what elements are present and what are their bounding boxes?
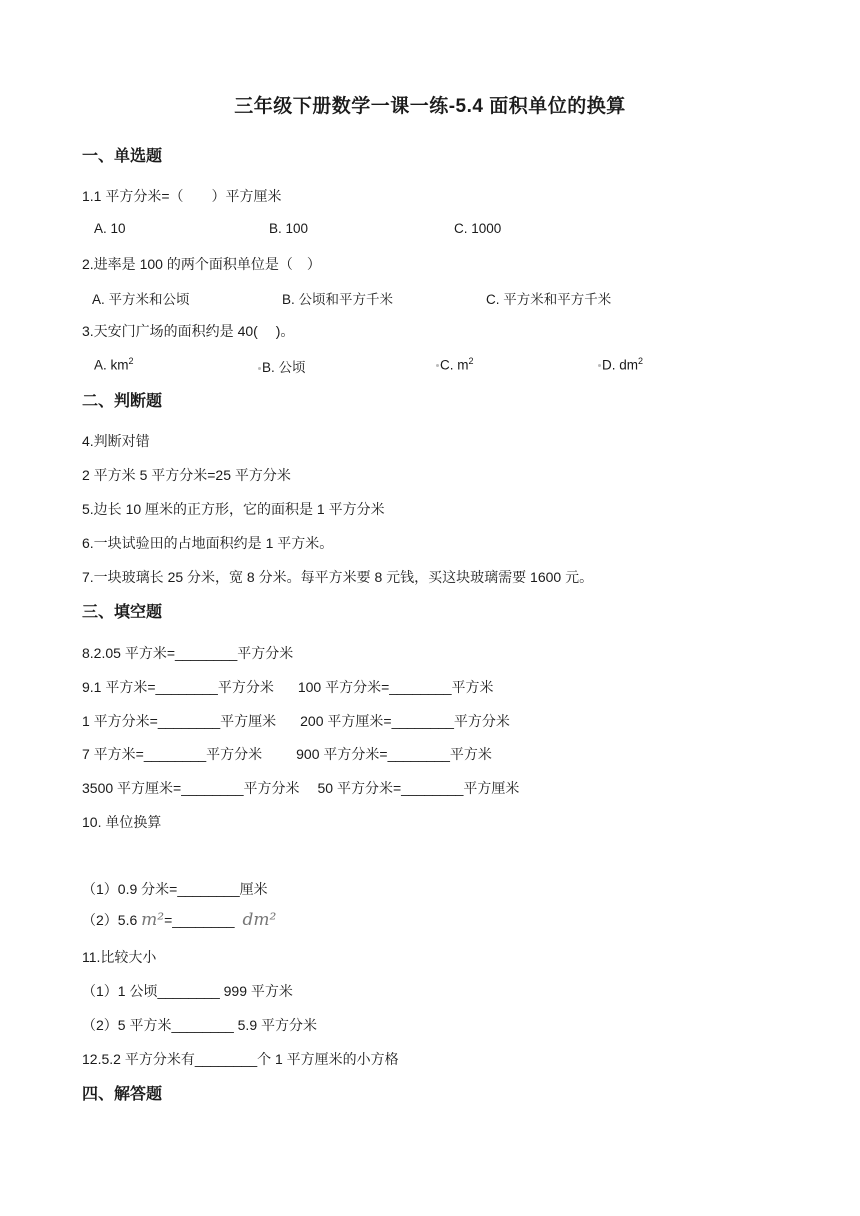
section-heading-4: 四、解答题 — [82, 1086, 163, 1103]
question-11-part-1: （1）1 公顷________ 999 平方米 — [82, 983, 293, 999]
unit-m2-formula: m² — [141, 910, 165, 930]
question-1-option-b: B. 100 — [269, 221, 309, 236]
question-10-part-1: （1）0.9 分米=________厘米 — [82, 881, 268, 897]
question-3-stem: 3.天安门广场的面积约是 40( )。 — [82, 323, 295, 339]
section-heading-2: 二、判断题 — [82, 393, 163, 410]
unit-dm2-formula: dm² — [242, 910, 277, 930]
question-8: 8.2.05 平方米=________平方分米 — [82, 645, 294, 661]
question-3-option-a: A. $km^2$ — [94, 356, 134, 373]
question-2-option-c: C. 平方米和平方千米 — [486, 292, 612, 307]
section-heading-3: 三、填空题 — [82, 604, 163, 621]
question-1 — [82, 186, 282, 206]
question-10-part-2: （2）5.6 m²=________ dm² — [82, 910, 277, 930]
question-11: 11.比较大小 — [82, 949, 157, 965]
question-3 — [82, 321, 294, 341]
question-1-option-c: C. 1000 — [454, 221, 502, 236]
question-3-option-d: D. $dm^2$ — [598, 356, 643, 373]
question-1-option-a: A. 10 — [94, 221, 126, 236]
question-2-stem: 2.进率是 100 的两个面积单位是（ ） — [82, 256, 321, 272]
question-4-statement: 2 平方米 5 平方分米=25 平方分米 — [82, 467, 291, 483]
question-2-option-a: A. 平方米和公顷 — [92, 292, 190, 307]
question-9-row-1: 9.1 平方米=________平方分米 100 平方分米=________平方米 — [82, 679, 494, 695]
question-2 — [82, 254, 321, 274]
dot-marker — [598, 364, 601, 367]
question-4: 4.判断对错 — [82, 433, 150, 449]
page-title: 三年级下册数学一课一练-5.4 面积单位的换算 — [234, 96, 626, 117]
question-9-row-3: 7 平方米=________平方分米 900 平方分米=________平方米 — [82, 746, 492, 762]
dot-marker — [436, 364, 439, 367]
question-6: 6.一块试验田的占地面积约是 1 平方米。 — [82, 535, 334, 551]
question-10: 10. 单位换算 — [82, 814, 162, 830]
question-7: 7.一块玻璃长 25 分米，宽 8 分米。每平方米要 8 元钱，买这块玻璃需要 1600 元。 — [82, 569, 594, 585]
question-9-row-2: 1 平方分米=________平方厘米 200 平方厘米=________平方分米 — [82, 713, 510, 729]
section-heading-1: 一、单选题 — [82, 148, 163, 165]
question-12: 12.5.2 平方分米有________个 1 平方厘米的小方格 — [82, 1051, 399, 1067]
question-3-option-c: C. $m^2$ — [436, 356, 474, 373]
question-9-row-4: 3500 平方厘米=________平方分米 50 平方分米=________平方厘米 — [82, 780, 520, 796]
question-3-option-b: B. 公顷 — [258, 356, 306, 376]
question-2-option-b: B. 公顷和平方千米 — [282, 292, 394, 307]
question-5: 5.边长 10 厘米的正方形，它的面积是 1 平方分米 — [82, 501, 385, 517]
question-11-part-2: （2）5 平方米________ 5.9 平方分米 — [82, 1017, 317, 1033]
question-1-stem: 1.1 平方分米=（ ）平方厘米 — [82, 188, 282, 204]
dot-marker — [258, 367, 261, 370]
